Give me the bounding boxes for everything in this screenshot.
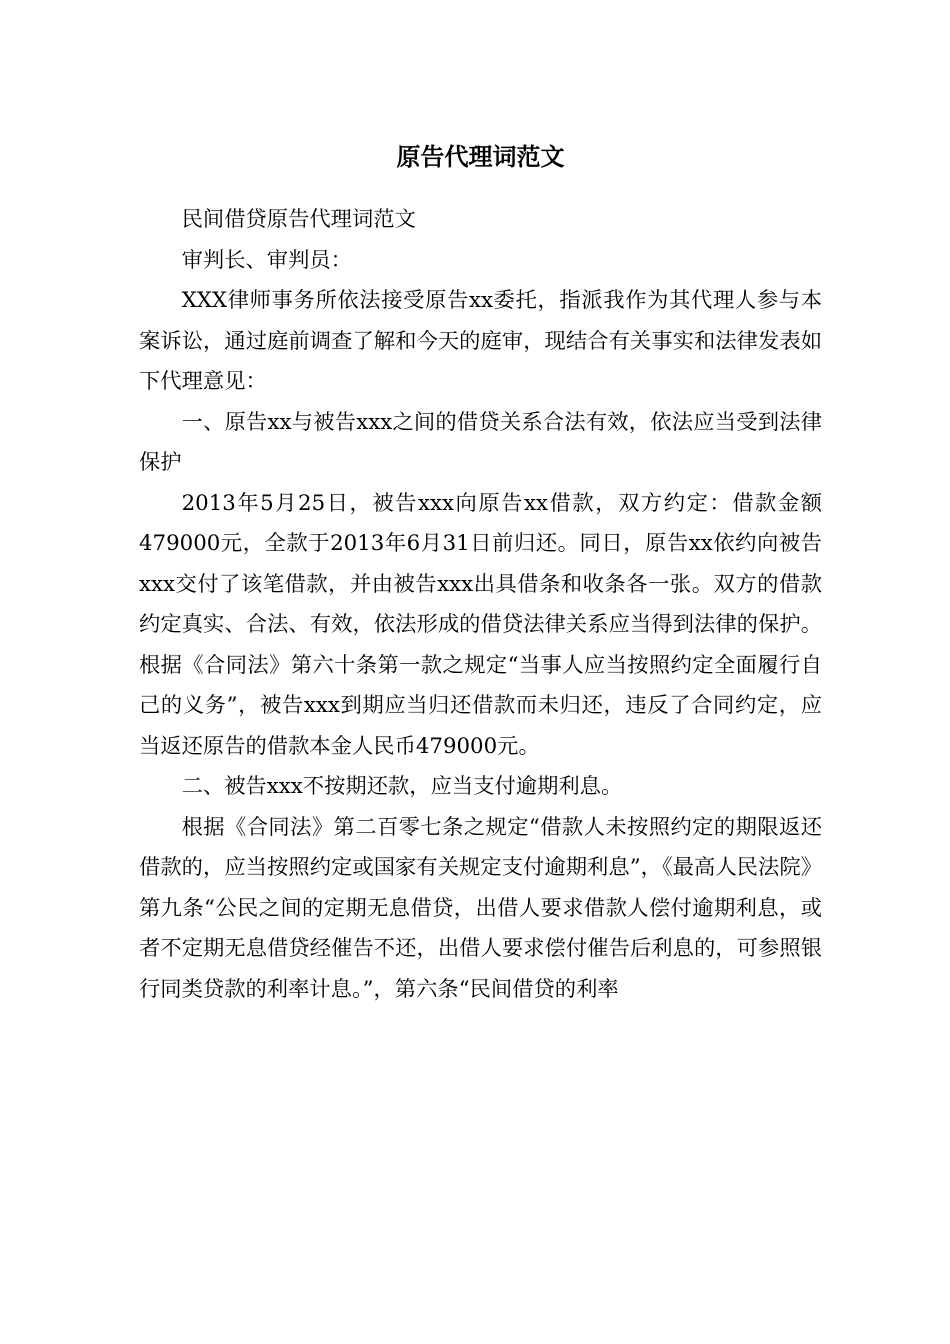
paragraph-point-two-body: 根据《合同法》第二百零七条之规定“借款人未按照约定的期限返还借款的，应当按照约定或国家有关规定支付逾期利息”，《最高人民法院》第九条“公民之间的定期无息借贷，出借人要求借款人偿付逾期利息，或者不定期无息借贷经催告不还，出借人要求偿付催告后利息的，可参照银行同类贷款的利率计息。”，第六条“民间借贷的利率 (139, 814, 822, 1002)
paragraph-intro: XXX律师事务所依法接受原告xx委托，指派我作为其代理人参与本案诉讼，通过庭前调查了解和今天的庭审，现结合有关事实和法律发表如下代理意见： (139, 288, 822, 394)
document-body (139, 200, 822, 1010)
paragraph-point-two-heading: 二、被告xxx不按期还款，应当支付逾期利息。 (181, 774, 623, 799)
paragraph-point-one-heading: 一、原告xx与被告xxx之间的借贷关系合法有效，依法应当受到法律保护 (139, 409, 822, 475)
paragraph-salutation: 审判长、审判员： (181, 247, 352, 273)
paragraph-point-one-body: 2013年5月25日，被告xxx向原告xx借款，双方约定：借款金额479000元，全款于2013年6月31日前归还。同日，原告xx依约向被告xxx交付了该笔借款，并由被告xxx出具借条和收条各一张。双方的借款约定真实、合法、有效，依法形成的借贷法律关系应当得到法律的保护。根据《合同法》第六十条第一款之规定“当事人应当按照约定全面履行自己的义务”，被告xxx到期应当归还借款而未归还，违反了合同约定，应当返还原告的借款本金人民币479000元。 (139, 490, 822, 759)
document-title: 原告代理词范文 (396, 143, 565, 171)
paragraph-subtitle: 民间借贷原告代理词范文 (181, 207, 416, 232)
